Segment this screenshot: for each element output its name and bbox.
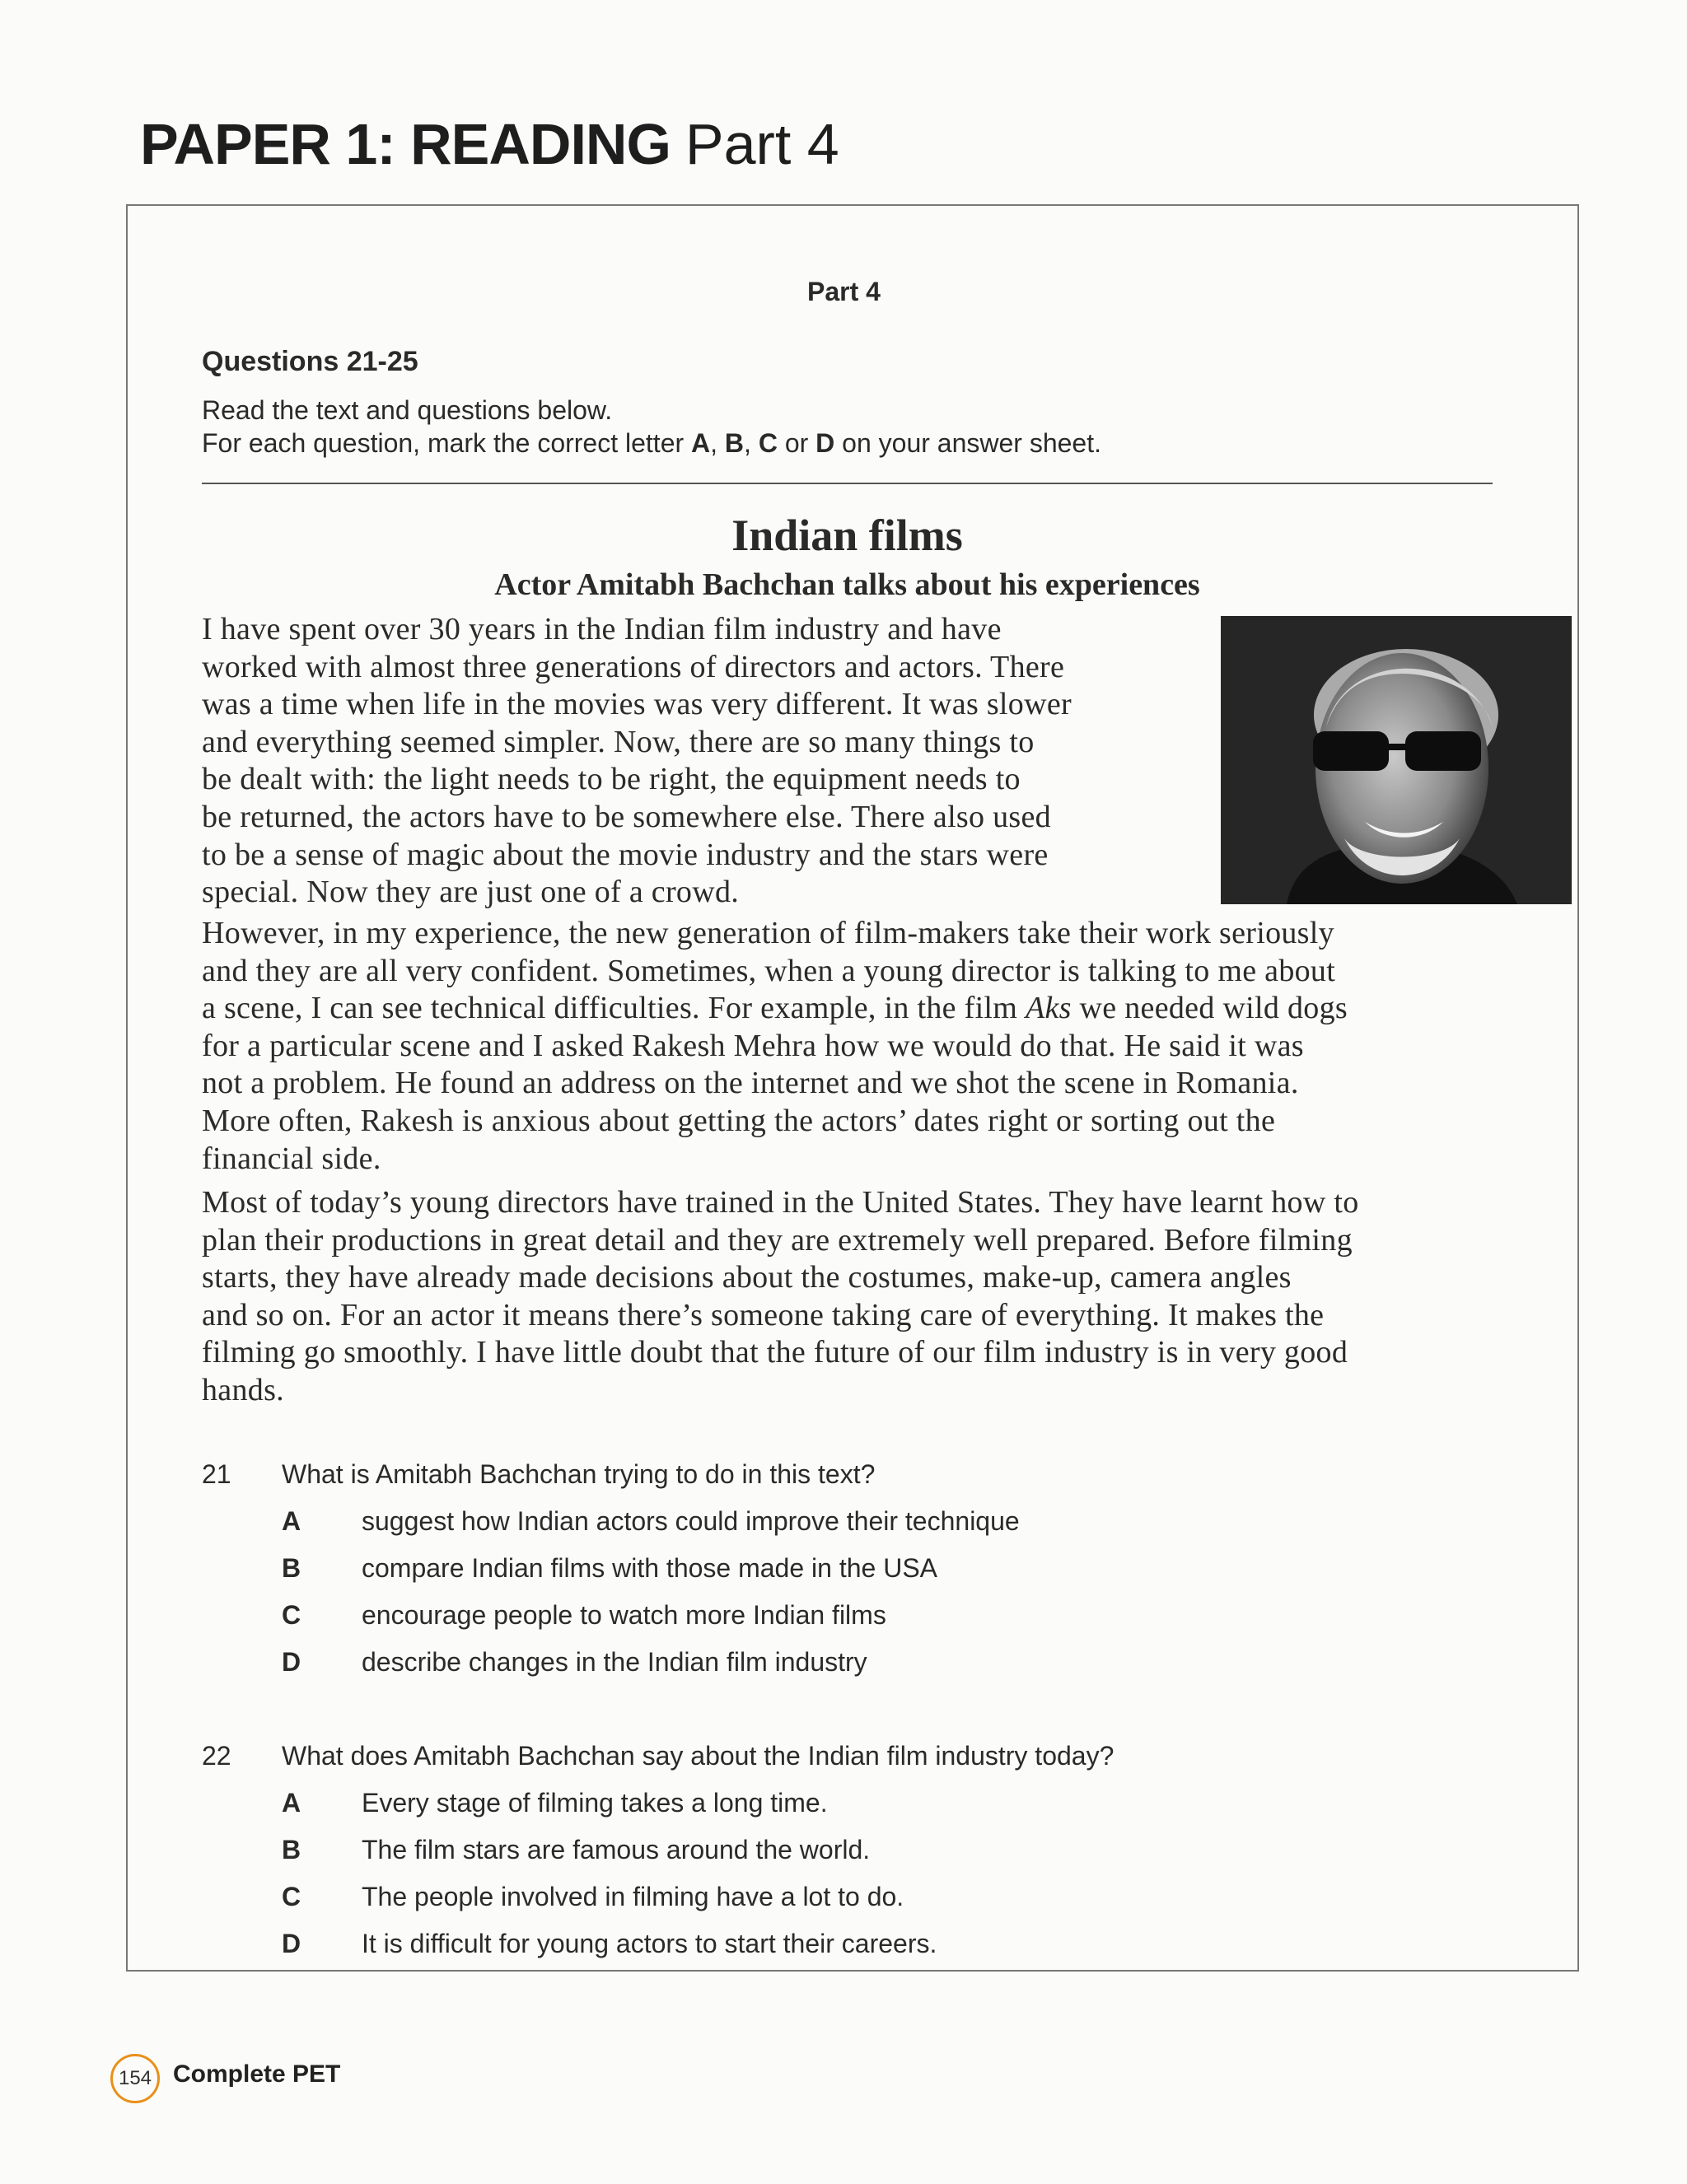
instruction-letter-d: D [815,428,835,458]
question-22-text: What does Amitabh Bachchan say about the Indian film industry today? [282,1741,1115,1771]
question-21-option-c-letter[interactable]: C [282,1600,301,1630]
question-22-option-c-text: The people involved in filming have a lot to do. [362,1882,904,1911]
question-21-option-d-letter[interactable]: D [282,1647,301,1677]
page-number: 154 [118,2067,152,2089]
paragraph-1-line: I have spent over 30 years in the Indian film industry and have [202,612,1002,646]
paragraph-3-line: Most of today’s young directors have trained in the United States. They have learnt how to [202,1185,1359,1220]
question-22-option-d-letter[interactable]: D [282,1929,301,1958]
paragraph-3-line: plan their productions in great detail and they are extremely well prepared. Before filming [202,1222,1353,1258]
instruction-text-post: on your answer sheet. [834,428,1101,458]
paragraph-1-line: to be a sense of magic about the movie industry and the stars were [202,837,1049,872]
question-21-number: 21 [202,1459,231,1489]
paragraph-1-line: worked with almost three generations of directors and actors. There [202,649,1065,684]
question-22-number: 22 [202,1741,231,1771]
film-title-aks: Aks [1025,991,1072,1026]
instruction-comma-1: , [710,428,725,458]
page-number-badge [110,2054,160,2103]
book-title: Complete PET [173,2060,341,2088]
paragraph-3-line: hands. [202,1372,284,1407]
instruction-letter-c: C [758,428,778,458]
paragraph-2-line: However, in my experience, the new generation of film-makers take their work seriously [202,916,1334,950]
instruction-letter-b: B [724,428,745,458]
actor-portrait-photo [1221,616,1572,904]
question-22-option-b-letter[interactable]: B [282,1835,301,1864]
question-22-option-a-letter[interactable]: A [282,1788,301,1818]
instruction-text-pre: For each question, mark the correct letter [202,428,692,458]
paragraph-3-line: starts, they have already made decisions about the costumes, make-up, camera angles [202,1260,1292,1295]
question-22-option-b-text: The film stars are famous around the world. [362,1835,871,1864]
instruction-letter-a: A [691,428,711,458]
article-paragraph-2 [202,915,1503,1178]
question-21-option-d-text: describe changes in the Indian film industry [362,1647,867,1677]
section-divider [202,483,1493,484]
paragraph-1-line: special. Now they are just one of a crowd. [202,875,740,910]
paragraph-2-line: financial side. [202,1141,381,1176]
page-title-main: PAPER 1: READING [140,112,671,176]
part-label: Part 4 [807,277,881,306]
paragraph-1-line: be returned, the actors have to be somewhere else. There also used [202,799,1051,834]
article-paragraph-1 [202,611,1215,912]
paragraph-2-line: for a particular scene and I asked Rakesh Mehra how we would do that. He said it was [202,1028,1304,1063]
paragraph-2-line: not a problem. He found an address on the internet and we shot the scene in Romania. [202,1066,1299,1101]
question-21-option-a-text: suggest how Indian actors could improve their technique [362,1506,1020,1536]
portrait-illustration [1221,616,1572,904]
question-21-option-b-letter[interactable]: B [282,1553,301,1583]
question-21-option-c-text: encourage people to watch more Indian films [362,1600,886,1630]
article-subtitle: Actor Amitabh Bachchan talks about his experiences [494,567,1200,602]
question-22-option-a-text: Every stage of filming takes a long time. [362,1788,828,1818]
paragraph-2-text: a scene, I can see technical difficulties. For example, in the film [202,991,1026,1026]
paragraph-3-line: and so on. For an actor it means there’s someone taking care of everything. It makes the [202,1297,1325,1332]
question-21-text: What is Amitabh Bachchan trying to do in this text? [282,1459,876,1489]
paragraph-1-line: and everything seemed simpler. Now, there are so many things to [202,724,1035,759]
instruction-line-2 [202,427,1101,460]
paragraph-2-line: More often, Rakesh is anxious about getting the actors’ dates right or sorting out the [202,1103,1276,1138]
questions-range: Questions 21-25 [202,346,418,377]
question-21-option-b-text: compare Indian films with those made in the USA [362,1553,937,1583]
paragraph-2-line [202,990,1503,1028]
paragraph-1-line: was a time when life in the movies was very different. It was slower [202,687,1072,722]
paragraph-1-line: be dealt with: the light needs to be right, the equipment needs to [202,762,1021,797]
question-22-option-d-text: It is difficult for young actors to start their careers. [362,1929,937,1958]
question-21-option-a-letter[interactable]: A [282,1506,301,1536]
instruction-comma-2: , [744,428,759,458]
paragraph-3-line: filming go smoothly. I have little doubt that the future of our film industry is in very good [202,1335,1348,1370]
instruction-line-1: Read the text and questions below. [202,395,613,425]
article-title: Indian films [731,511,963,560]
instruction-or: or [777,428,816,458]
paragraph-2-text: we needed wild dogs [1071,991,1348,1026]
article-paragraph-3 [202,1184,1503,1410]
question-22-option-c-letter[interactable]: C [282,1882,301,1911]
paragraph-2-line: and they are all very confident. Sometimes, when a young director is talking to me about [202,953,1336,988]
page-title-part: Part 4 [685,112,839,176]
page-title [140,107,839,181]
